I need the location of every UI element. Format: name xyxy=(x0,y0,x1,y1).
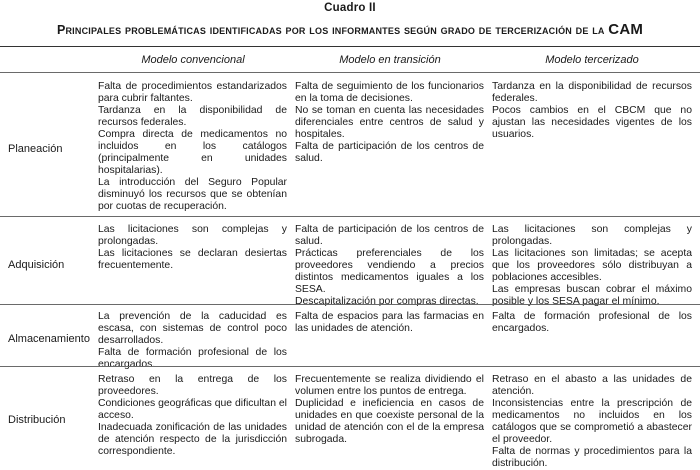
row-rule xyxy=(0,304,700,305)
column-header-transicion: Modelo en transición xyxy=(339,54,441,66)
row-label-distribucion: Distribución xyxy=(8,414,66,426)
cell-item: Las licitaciones son complejas y prolongadas. xyxy=(98,224,287,247)
cell-item: Frecuentemente se realiza dividiendo el volumen entre los puntos de entrega. xyxy=(295,374,484,397)
cell-item: Falta de formación profesional de los encargados. xyxy=(492,311,692,334)
row-label-almacenamiento: Almacenamiento xyxy=(8,333,90,345)
cell-item: Falta de espacios para las farmacias en las unidades de atención. xyxy=(295,311,484,334)
cell-planeacion-transicion xyxy=(295,81,484,165)
cell-adquisicion-convencional xyxy=(98,224,287,272)
cell-item: Compra directa de medicamentos no incluidos en los catálogos (principalmente en unidades hospitalarias). xyxy=(98,129,287,176)
cell-item: Las licitaciones son complejas y prolongadas. xyxy=(492,224,692,247)
cell-item: Inadecuada zonificación de las unidades de atención respecto de la jurisdicción correspondiente. xyxy=(98,422,287,457)
cell-item: Falta de procedimientos estandarizados para cubrir faltantes. xyxy=(98,81,287,104)
cell-distribucion-transicion xyxy=(295,374,484,446)
cell-adquisicion-tercerizado xyxy=(492,224,692,308)
table-label: Cuadro II xyxy=(324,2,376,14)
row-rule xyxy=(0,366,700,367)
cell-item: Falta de seguimiento de los funcionarios en la toma de decisiones. xyxy=(295,81,484,104)
cell-item: Retraso en la entrega de los proveedores. xyxy=(98,374,287,397)
cell-almacenamiento-tercerizado xyxy=(492,311,692,335)
cell-item: La prevención de la caducidad es escasa, con sistemas de control poco desarrollados. xyxy=(98,311,287,346)
table-title xyxy=(0,21,700,38)
cell-item: Falta de participación de los centros de salud. xyxy=(295,224,484,247)
cell-planeacion-convencional xyxy=(98,81,287,213)
cell-item: Condiciones geográficas que dificultan el acceso. xyxy=(98,398,287,421)
header-rule xyxy=(0,72,700,73)
cell-item: Falta de normas y procedimientos para la distribución. xyxy=(492,446,692,469)
cell-item: Inconsistencias entre la prescripción de medicamentos no incluidos en los catálogos que se comprometió a abastecer el proveedor. xyxy=(492,398,692,445)
cell-distribucion-convencional xyxy=(98,374,287,458)
cell-item: Falta de participación de los centros de salud. xyxy=(295,141,484,164)
cell-item: Duplicidad e ineficiencia en casos de unidades en que coexiste personal de la unidad de atención con el de la empresa subrogada. xyxy=(295,398,484,445)
cell-item: No se toman en cuenta las necesidades diferenciales entre centros de salud y hospitales. xyxy=(295,105,484,140)
cell-item: Las empresas buscan cobrar el máximo posible y los SESA pagar el mínimo. xyxy=(492,284,692,307)
row-rule xyxy=(0,216,700,217)
cell-adquisicion-transicion xyxy=(295,224,484,308)
cell-almacenamiento-transicion xyxy=(295,311,484,335)
cell-item: La introducción del Seguro Popular disminuyó los recursos que se obtenían por cuotas de recuperación. xyxy=(98,177,287,212)
cell-item: Retraso en el abasto a las unidades de atención. xyxy=(492,374,692,397)
column-header-tercerizado: Modelo tercerizado xyxy=(545,54,639,66)
cell-item: Tardanza en la disponibilidad de recursos federales. xyxy=(98,105,287,128)
row-label-planeacion: Planeación xyxy=(8,143,63,155)
table-title-text: Principales problemáticas identificadas por los informantes según grado de tercerización de la xyxy=(56,23,609,37)
cell-item: Prácticas preferenciales de los proveedores vendiendo a precios distintos medicamentos iguales a los SESA. xyxy=(295,248,484,295)
cell-almacenamiento-convencional xyxy=(98,311,287,371)
cell-item: Descapitalización por compras directas. xyxy=(295,296,479,307)
column-header-convencional: Modelo convencional xyxy=(141,54,245,66)
table-title-acronym: CAM xyxy=(608,21,644,38)
row-label-adquisicion: Adquisición xyxy=(8,259,65,271)
cell-planeacion-tercerizado xyxy=(492,81,692,141)
cell-item: Tardanza en la disponibilidad de recursos federales. xyxy=(492,81,692,104)
top-rule xyxy=(0,46,700,47)
cell-item: Las licitaciones son limitadas; se acepta que los proveedores sólo distribuyan a poblaciones accesibles. xyxy=(492,248,692,283)
cell-item: Falta de formación profesional de los encargados. xyxy=(98,347,287,370)
cell-item: Pocos cambios en el CBCM que no ajustan las necesidades vigentes de los usuarios. xyxy=(492,105,692,140)
cell-distribucion-tercerizado xyxy=(492,374,692,470)
cell-item: Las licitaciones se declaran desiertas frecuentemente. xyxy=(98,248,287,271)
